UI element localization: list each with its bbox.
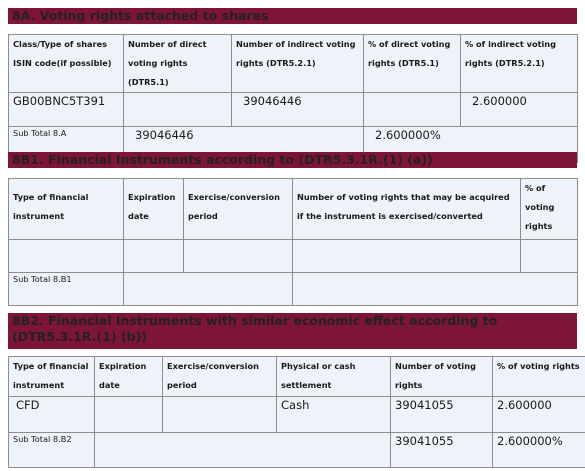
voting-rights-table [8,34,578,163]
instrument-type-cell [9,240,124,273]
subtotal-8b1-label: Sub Total 8.B1 [9,273,124,306]
header-instrument-type-b2: Type of financial instrument [9,357,95,397]
pct-votes-cell-b2: 2.600000 [493,397,585,433]
settlement-cell: Cash [277,397,391,433]
exercise-period-cell-b2 [163,397,277,433]
direct-votes-cell [124,93,232,127]
exercise-period-cell [184,240,293,273]
subtotal-8a-votes: 39046446 [124,127,364,163]
subtotal-8b2-label: Sub Total 8.B2 [9,433,95,468]
header-exercise-period: Exercise/conversion period [184,179,293,240]
header-exercise-period-b2: Exercise/conversion period [163,357,277,397]
section-8b2-title: 8B2. Financial Instruments with similar economic effect according to (DTR5.3.1R.(1) (b)) [8,313,577,349]
similar-effect-instruments-table [8,356,585,468]
header-pct-indirect: % of indirect voting rights (DTR5.2.1) [461,35,578,93]
subtotal-8a-label: Sub Total 8.A [9,127,124,163]
pct-direct-cell [364,93,461,127]
indirect-votes-cell: 39046446 [232,93,364,127]
subtotal-8a-pct: 2.600000% [364,127,578,163]
header-direct-votes: Number of direct voting rights (DTR5.1) [124,35,232,93]
header-pct-direct: % of direct voting rights (DTR5.1) [364,35,461,93]
pct-votes-cell [521,240,578,273]
subtotal-8b1-votes [124,273,293,306]
header-class-type: Class/Type of shares ISIN code(if possible) [9,35,124,93]
header-instrument-type: Type of financial instrument [9,179,124,240]
pct-indirect-cell: 2.600000 [461,93,578,127]
subtotal-8b2-votes: 39041055 [391,433,493,468]
header-pct-votes-b2: % of voting rights [493,357,585,397]
section-8b1-title: 8B1. Financial Instruments according to (DTR5.3.1R.(1) (a)) [8,152,577,168]
expiration-cell-b2 [95,397,163,433]
header-acquirable-votes: Number of voting rights that may be acquired if the instrument is exercised/converted [293,179,521,240]
header-settlement: Physical or cash settlement [277,357,391,397]
header-votes-b2: Number of voting rights [391,357,493,397]
votes-cell-b2: 39041055 [391,397,493,433]
financial-instruments-table [8,178,578,306]
header-indirect-votes: Number of indirect voting rights (DTR5.2.1) [232,35,364,93]
isin-cell: GB00BNC5T391 [9,93,124,127]
subtotal-8b1-pct [293,273,578,306]
header-expiration: Expiration date [124,179,184,240]
subtotal-8b2-pct: 2.600000% [493,433,585,468]
acquirable-votes-cell [293,240,521,273]
section-8a-title: 8A. Voting rights attached to shares [8,8,577,24]
instrument-type-cell-b2: CFD [9,397,95,433]
subtotal-8b2-spacer [95,433,391,468]
header-expiration-b2: Expiration date [95,357,163,397]
header-pct-votes: % of voting rights [521,179,578,240]
expiration-cell [124,240,184,273]
